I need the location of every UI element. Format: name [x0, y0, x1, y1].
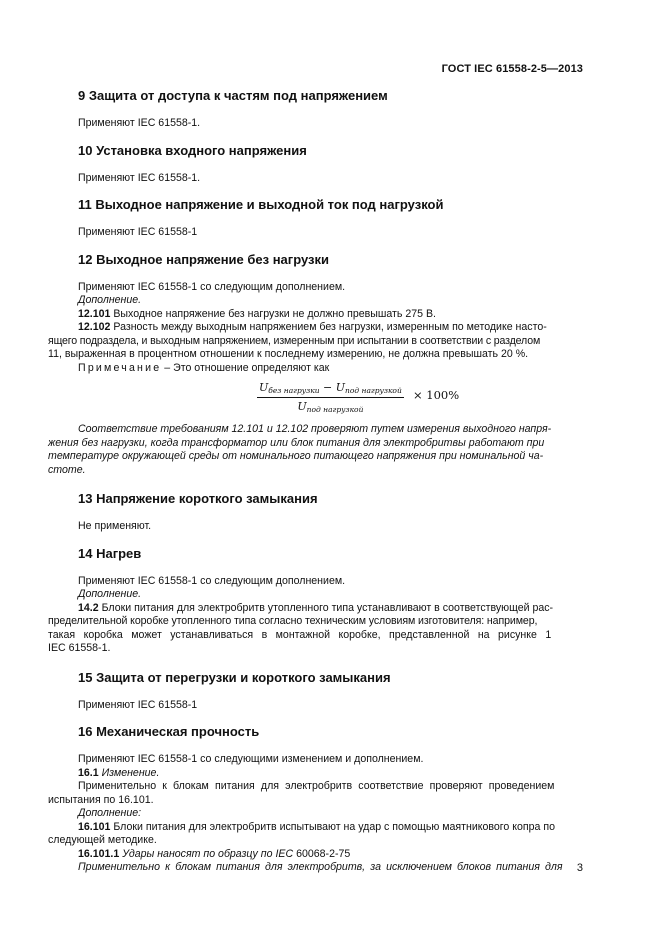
clause-number: 16.1 [78, 766, 99, 779]
clause-number: 14.2 [78, 601, 99, 614]
compliance-line-1: Соответствие требованиям 12.101 и 12.102 проверяют путем измерения выходного напря- [78, 423, 552, 435]
section-16-title: 16 Механическая прочность [78, 724, 260, 739]
clause-16-101-line2: следующей методике. [48, 834, 157, 846]
clause-14-2-line4: IEC 61558-1. [48, 642, 111, 654]
clause-number: 16.101.1 [78, 847, 120, 860]
clause-14-2 [78, 602, 580, 616]
formula-subscript: без нагрузки [268, 386, 320, 395]
section-10-title: 10 Установка входного напряжения [78, 142, 307, 158]
section-16-intro: Применяют IEC 61558-1 со следующими изменением и дополнением. [78, 753, 424, 765]
formula-variable: U [259, 381, 269, 394]
section-12-intro: Применяют IEC 61558-1 со следующим дополнением. [78, 280, 346, 293]
note-label: Примечание [78, 361, 162, 374]
section-15-title: 15 Защита от перегрузки и короткого замыкания [78, 669, 391, 685]
section-10-text: Применяют IEC 61558-1. [78, 171, 201, 184]
section-9-text: Применяют IEC 61558-1. [78, 117, 201, 129]
formula-denominator [257, 398, 404, 414]
clause-reference: 60068-2-75 [296, 847, 351, 860]
formula-subscript: под нагрузкой [345, 386, 402, 395]
section-12-title: 12 Выходное напряжение без нагрузки [78, 251, 329, 267]
clause-16-1 [78, 767, 580, 781]
clause-number: 12.102 [78, 321, 111, 333]
section-14-intro: Применяют IEC 61558-1 со следующим дополнением. [78, 574, 346, 587]
section-9-title: 9 Защита от доступа к частям под напряжением [78, 88, 388, 103]
section-13-title: 13 Напряжение короткого замыкания [78, 491, 318, 506]
clause-text: Удары наносят по образцу по IEC [119, 847, 297, 860]
formula-variable: U [297, 400, 307, 413]
clause-12-102 [78, 321, 580, 335]
clause-16-1-line1: Применительно к блокам питания для электробритв соответствие проверяют проведением [78, 780, 555, 792]
section-16-addition-label: Дополнение: [78, 807, 142, 819]
section-13-text: Не применяют. [78, 520, 152, 532]
formula-operator: − [319, 381, 336, 394]
clause-14-2-line2: пределительной коробке утопленного типа согласно техническим условиям изготовителя: например, [48, 615, 538, 627]
compliance-line-3: температуре окружающей среды от номинального питающего напряжения при номинальной ча- [48, 450, 544, 462]
compliance-line-4: стоте. [48, 463, 86, 476]
compliance-line-2: жения без нагрузки, когда трансформатор или блок питания для электробритвы работают при [48, 436, 545, 449]
formula-multiplier: × 100% [413, 388, 460, 402]
section-11-title: 11 Выходное напряжение и выходной ток под нагрузкой [78, 197, 444, 212]
clause-text: Разность между выходным напряжением без нагрузки, измеренным по методике насто- [110, 321, 547, 333]
note-text: – Это отношение определяют как [161, 361, 330, 374]
clause-text: Блоки питания для электробритв испытывают на удар с помощью маятникового копра по [110, 820, 556, 833]
section-12-addition-label: Дополнение. [78, 294, 142, 306]
section-15-text: Применяют IEC 61558-1 [78, 698, 198, 711]
clause-16-101-1 [78, 848, 580, 862]
clause-12-101 [78, 308, 580, 322]
clause-text: Выходное напряжение без нагрузки не должно превышать 275 В. [110, 307, 436, 320]
clause-text: Блоки питания для электробритв утопленного типа устанавливают в соответствующей рас- [98, 601, 554, 614]
section-14-addition-label: Дополнение. [78, 588, 142, 600]
page-number: 3 [576, 862, 583, 874]
page-content [48, 88, 580, 875]
ratio-formula [78, 379, 580, 417]
clause-16-101 [78, 821, 580, 835]
formula-numerator [257, 381, 404, 398]
formula-variable: U [335, 381, 346, 394]
formula-fraction [257, 381, 404, 414]
clause-16-1-line2: испытания по 16.101. [48, 793, 154, 806]
formula-subscript: под нагрузкой [306, 405, 364, 414]
clause-number: 16.101 [78, 820, 111, 833]
clause-14-2-line3: такая коробка может устанавливаться в монтажной коробке, представленной на рисунке 1 [48, 628, 552, 641]
note [78, 362, 580, 376]
clause-number: 12.101 [78, 307, 111, 320]
clause-text: Изменение. [98, 766, 160, 779]
clause-12-102-line2: ящего подраздела, и выходным напряжением, измеренным при испытании в соответствии с разделом [48, 334, 541, 347]
section-11-text: Применяют IEC 61558-1 [78, 226, 198, 238]
standard-header: ГОСТ IEC 61558-2-5—2013 [441, 63, 583, 75]
clause-12-102-line3: 11, выраженная в процентном отношении к последнему измерению, не должна превышать 20 %. [48, 348, 529, 360]
section-14-title: 14 Нагрев [78, 545, 142, 561]
clause-16-101-1-continuation: Применительно к блокам питания для электробритв, за исключением блоков питания для [78, 861, 563, 873]
